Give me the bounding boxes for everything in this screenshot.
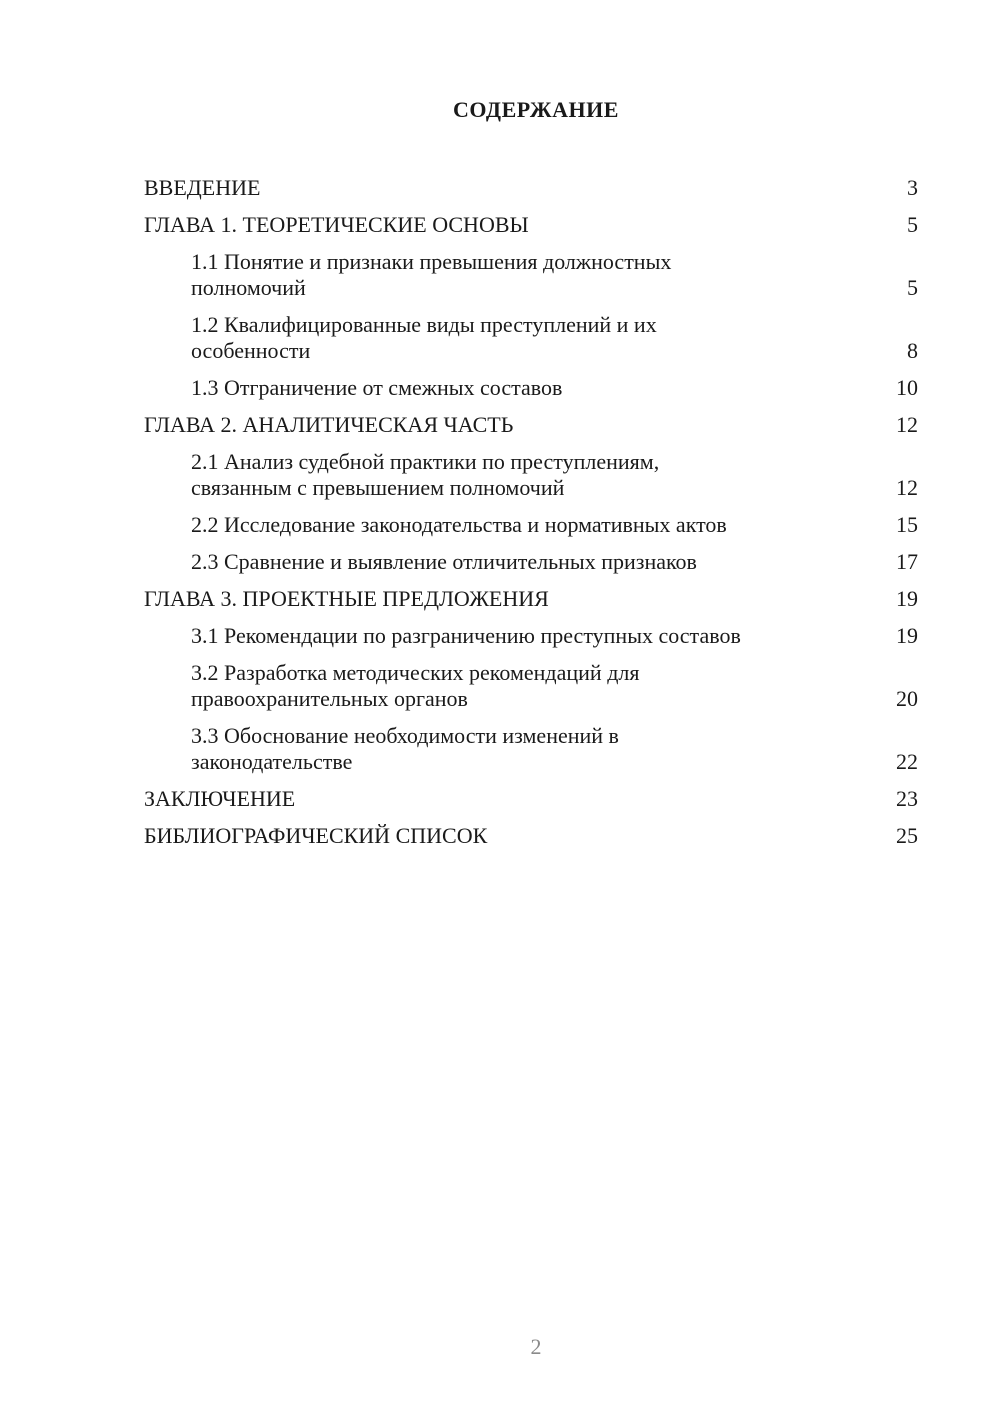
toc-entry-page: 19 [896,622,918,648]
toc-entry-conclusion[interactable] [144,780,918,817]
toc-entry-chapter-3[interactable] [144,580,918,617]
toc-entry-section-2-1[interactable] [144,443,918,506]
page-number: 2 [530,1334,542,1359]
toc-entry-section-2-3[interactable] [144,543,918,580]
toc-entry-page: 20 [896,686,918,711]
toc-entry-page: 5 [907,275,918,300]
toc-entry-page: 19 [896,585,918,611]
toc-entry-label: 1.3 Отграничение от смежных составов [191,374,563,400]
toc-entry-page: 8 [907,338,918,363]
toc-entry-page: 17 [896,548,918,574]
toc-entry-page: 12 [896,411,918,437]
toc-entry-page: 23 [896,785,918,811]
toc-entry-label: 1.2 Квалифицированные виды преступлений и их особенности [191,312,657,363]
toc-entry-label: ВВЕДЕНИЕ [144,174,261,200]
toc-entry-section-1-2[interactable] [144,306,918,369]
toc-entry-section-3-1[interactable] [144,617,918,654]
toc-entry-label: 3.1 Рекомендации по разграничению преступных составов [191,622,741,648]
toc-entry-label: 3.2 Разработка методических рекомендаций для правоохранительных органов [191,660,640,711]
toc-entry-page: 22 [896,749,918,774]
toc-entry-label: ЗАКЛЮЧЕНИЕ [144,785,296,811]
toc-entry-label: БИБЛИОГРАФИЧЕСКИЙ СПИСОК [144,822,488,848]
toc-entry-label: 2.3 Сравнение и выявление отличительных признаков [191,548,697,574]
toc-entry-page: 5 [907,211,918,237]
toc-entry-introduction[interactable] [144,169,918,206]
toc-entry-section-1-1[interactable] [144,243,918,306]
toc-entry-label: 1.1 Понятие и признаки превышения должностных полномочий [191,249,672,300]
toc-entry-section-2-2[interactable] [144,506,918,543]
toc-entry-label: ГЛАВА 2. АНАЛИТИЧЕСКАЯ ЧАСТЬ [144,411,514,437]
toc-entry-bibliography[interactable] [144,817,918,854]
toc-entry-label: 2.2 Исследование законодательства и нормативных актов [191,511,727,537]
page-title: СОДЕРЖАНИЕ [453,97,619,122]
toc-entry-label: 2.1 Анализ судебной практики по преступлениям, связанным с превышением полномочий [191,449,660,500]
toc-entry-page: 10 [896,374,918,400]
toc-entry-page: 25 [896,822,918,848]
toc-entry-label: 3.3 Обоснование необходимости изменений в законодательстве [191,723,619,774]
toc-entry-page: 3 [907,174,918,200]
toc-entry-label: ГЛАВА 3. ПРОЕКТНЫЕ ПРЕДЛОЖЕНИЯ [144,585,549,611]
toc-entry-page: 12 [896,475,918,500]
toc-entry-chapter-1[interactable] [144,206,918,243]
toc-entry-section-3-2[interactable] [144,654,918,717]
toc-entry-label: ГЛАВА 1. ТЕОРЕТИЧЕСКИЕ ОСНОВЫ [144,211,529,237]
toc-entry-section-1-3[interactable] [144,369,918,406]
toc-entry-chapter-2[interactable] [144,406,918,443]
toc-entry-section-3-3[interactable] [144,717,918,780]
table-of-contents [144,169,918,854]
toc-entry-page: 15 [896,511,918,537]
